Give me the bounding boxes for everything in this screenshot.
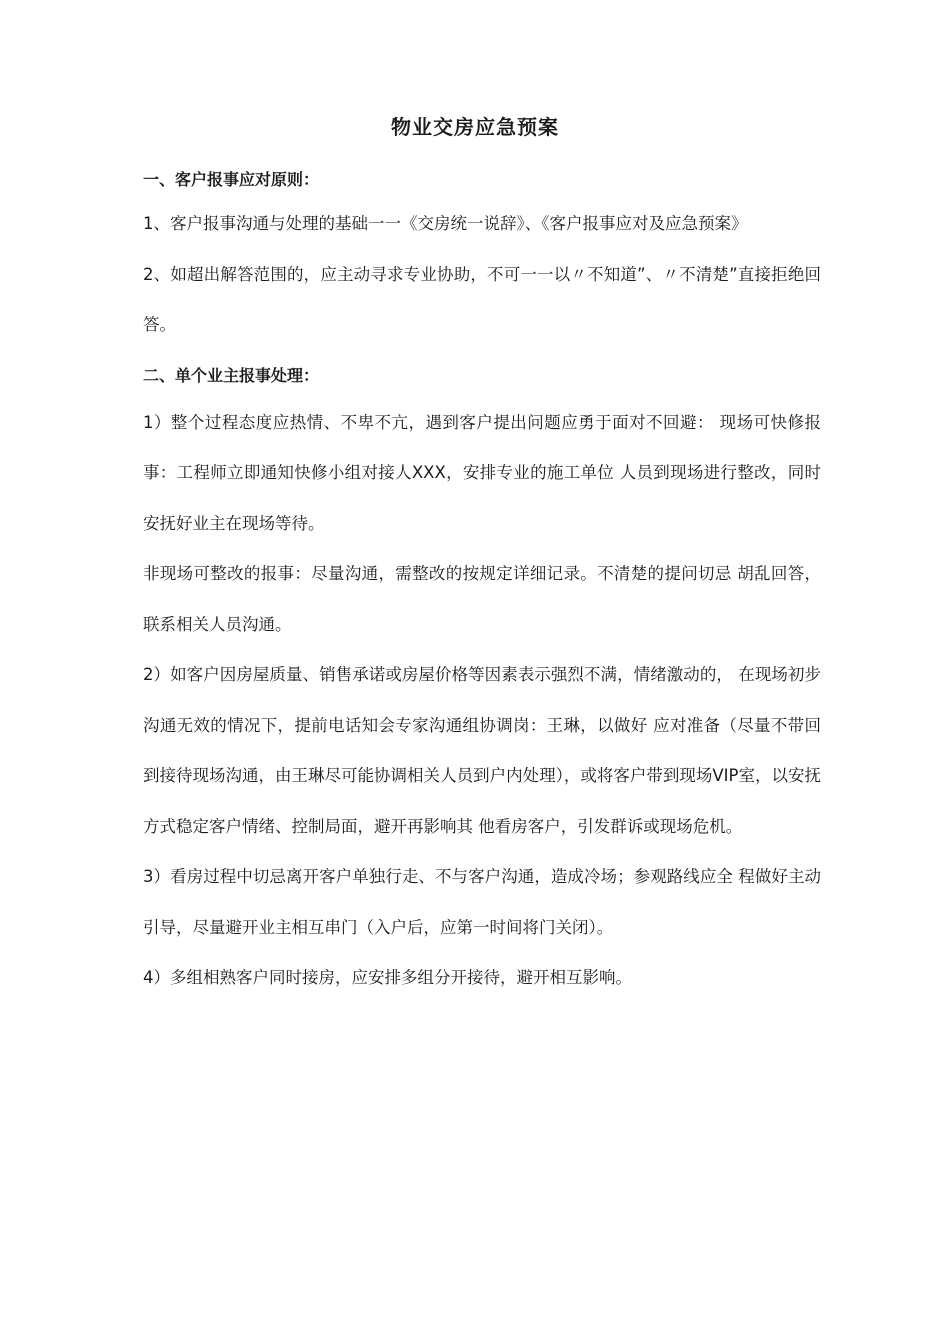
document-title: 物业交房应急预案 [391,115,559,139]
paragraph-2-1: 1）整个过程态度应热情、不卑不亢，遇到客户提出问题应勇于面对不回避： 现场可快修报事：工程师立即通知快修小组对接人XXX，安排专业的施工单位 人员到现场进行整改，同时安抚好业主在现场等待。 [143,412,821,533]
section-heading-1: 一、客户报事应对原则： [143,170,320,189]
paragraph-2-5: 4）多组相熟客户同时接房，应安排多组分开接待，避开相互影响。 [143,968,632,987]
document-body [143,166,821,1004]
paragraph-2-2: 非现场可整改的报事：尽量沟通，需整改的按规定详细记录。不清楚的提问切忌 胡乱回答，联系相关人员沟通。 [143,564,821,634]
paragraph-2-3: 2）如客户因房屋质量、销售承诺或房屋价格等因素表示强烈不满，情绪激动的， 在现场初步沟通无效的情况下，提前电话知会专家沟通组协调岗：王琳，以做好 应对准备（尽量不带回到接待现场沟通，由王琳尽可能协调相关人员到户内处理），或将客户带到现场VIP室，以安抚方式稳定客户情绪、控制局面，避开再影响其 他看房客户，引发群诉或现场危机。 [143,665,821,836]
paragraph-2-4: 3）看房过程中切忌离开客户单独行走、不与客户沟通，造成冷场；参观路线应全 程做好主动引导，尽量避开业主相互串门（入户后，应第一时间将门关闭）。 [143,867,821,937]
paragraph-1-1: 1、客户报事沟通与处理的基础一一《交房统一说辞》、《客户报事应对及应急预案》 [143,214,748,233]
paragraph-1-2: 2、如超出解答范围的，应主动寻求专业协助，不可一一以〃不知道”、〃不清楚”直接拒绝回答。 [143,264,821,334]
section-heading-2: 二、单个业主报事处理： [143,365,320,385]
